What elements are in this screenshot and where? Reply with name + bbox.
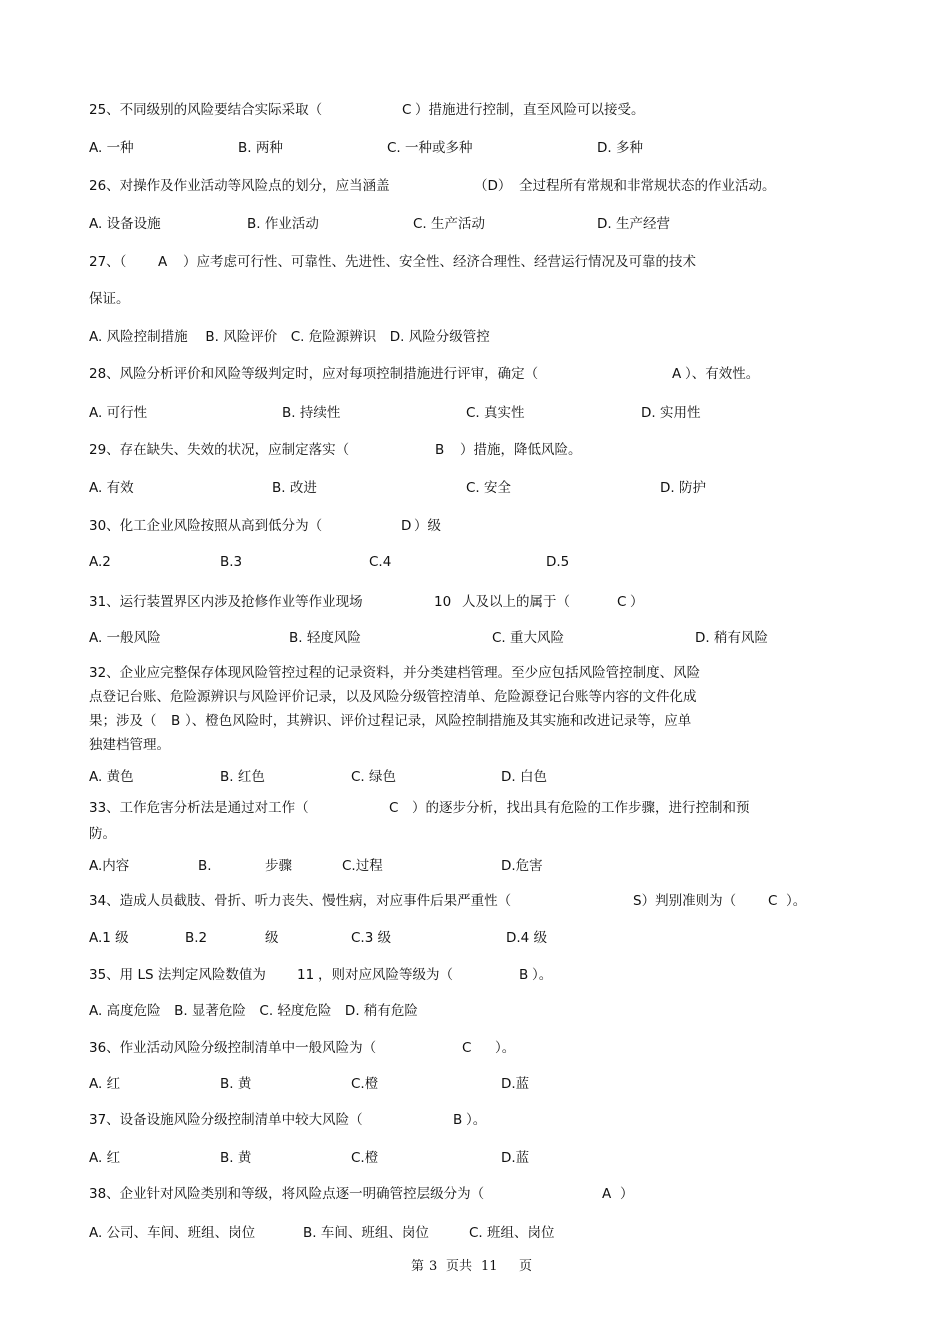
q33-stem-middle: ）的逐步分析，找出具有危险的工作步骤，进行控制和预 <box>412 800 750 816</box>
q32-answer: B <box>171 713 181 729</box>
q34-option-d: D.4 级 <box>506 930 548 946</box>
q29-option-b: B. 改进 <box>272 480 317 496</box>
q26-answer: （D） <box>474 178 512 194</box>
q38-answer: A <box>602 1186 612 1202</box>
q27-stem-start: 27、（ <box>89 254 127 270</box>
q37-stem-end: ）。 <box>466 1112 487 1128</box>
q25-answer: C <box>402 102 412 118</box>
q29-option-d: D. 防护 <box>660 480 706 496</box>
q31-stem-end: ） <box>630 594 644 610</box>
q37-stem-start: 37、设备设施风险分级控制清单中较大风险（ <box>89 1112 363 1128</box>
q26-stem-start: 26、对操作及作业活动等风险点的划分，应当涵盖 <box>89 178 390 194</box>
q38-option-c: C. 班组、岗位 <box>469 1225 555 1241</box>
q29-stem-start: 29、存在缺失、失效的状况，应制定落实（ <box>89 442 350 458</box>
q37-option-a: A. 红 <box>89 1150 121 1166</box>
q32-line-1: 32、企业应完整保存体现风险管控过程的记录资料，并分类建档管理。至少应包括风险管控制度、风险 <box>89 665 701 681</box>
q31-number: 10 <box>434 594 452 610</box>
q28-answer: A <box>672 366 682 382</box>
q35-stem-start: 35、用 LS 法判定风险数值为 <box>89 967 266 983</box>
q37-answer: B <box>453 1112 463 1128</box>
q38-stem-end: ） <box>620 1186 634 1202</box>
q36-option-d: D.蓝 <box>501 1076 530 1092</box>
q31-option-b: B. 轻度风险 <box>289 630 361 646</box>
q28-option-d: D. 实用性 <box>641 405 701 421</box>
q36-answer: C <box>462 1040 472 1056</box>
q33-option-d: D.危害 <box>501 858 543 874</box>
q26-option-a: A. 设备设施 <box>89 216 161 232</box>
footer-page-suffix: 页 <box>519 1259 533 1274</box>
q32-line-2: 点登记台账、危险源辨识与风险评价记录，以及风险分级管控清单、危险源登记台账等内容的文件化成 <box>89 689 697 705</box>
q34-option-b-letter: B.2 <box>185 930 208 946</box>
q25-stem-start: 25、不同级别的风险要结合实际采取（ <box>89 102 323 118</box>
q36-option-a: A. 红 <box>89 1076 121 1092</box>
q25-stem-end: ）措施进行控制，直至风险可以接受。 <box>415 102 645 118</box>
q34-option-c: C.3 级 <box>351 930 392 946</box>
q32-option-c: C. 绿色 <box>351 769 397 785</box>
q34-option-a: A.1 级 <box>89 930 129 946</box>
footer-total-pages: 11 <box>481 1259 498 1274</box>
q32-option-a: A. 黄色 <box>89 769 134 785</box>
q34-option-b-text: 级 <box>265 930 279 946</box>
q38-stem-start: 38、企业针对风险类别和等级，将风险点逐一明确管控层级分为（ <box>89 1186 485 1202</box>
q33-option-b-letter: B. <box>198 858 212 874</box>
q26-option-d: D. 生产经营 <box>597 216 670 232</box>
q38-option-a: A. 公司、车间、班组、岗位 <box>89 1225 256 1241</box>
q32-line-3-start: 果；涉及（ <box>89 713 157 729</box>
q33-answer: C <box>389 800 399 816</box>
q31-stem-middle: 人及以上的属于（ <box>462 594 570 610</box>
q33-stem-end: 防。 <box>89 826 116 842</box>
q36-option-b: B. 黄 <box>220 1076 252 1092</box>
q35-answer: B <box>519 967 529 983</box>
q28-option-a: A. 可行性 <box>89 405 148 421</box>
q27-answer: A <box>158 254 168 270</box>
q37-option-c: C.橙 <box>351 1150 379 1166</box>
q31-answer: C <box>617 594 627 610</box>
footer-page-mid: 页共 <box>446 1259 473 1274</box>
q33-option-a: A.内容 <box>89 858 130 874</box>
q26-option-c: C. 生产活动 <box>413 216 486 232</box>
q34-stem-middle: S）判别准则为（ <box>633 893 737 909</box>
q29-option-a: A. 有效 <box>89 480 134 496</box>
q36-stem-end: ）。 <box>495 1040 516 1056</box>
q36-stem-start: 36、作业活动风险分级控制清单中一般风险为（ <box>89 1040 377 1056</box>
q32-line-4: 独建档管理。 <box>89 737 170 753</box>
q26-option-b: B. 作业活动 <box>247 216 319 232</box>
q25-option-c: C. 一种或多种 <box>387 140 473 156</box>
q36-option-c: C.橙 <box>351 1076 379 1092</box>
q33-stem-start: 33、工作危害分析法是通过对工作（ <box>89 800 309 816</box>
q34-stem-start: 34、造成人员截肢、骨折、听力丧失、慢性病，对应事件后果严重性（ <box>89 893 512 909</box>
q38-option-b: B. 车间、班组、岗位 <box>303 1225 429 1241</box>
q28-option-b: B. 持续性 <box>282 405 341 421</box>
q32-line-3-end: ）、橙色风险时，其辨识、评价过程记录，风险控制措施及其实施和改进记录等，应单 <box>185 713 692 729</box>
q30-stem-end: ）级 <box>414 518 441 534</box>
q34-stem-end: ）。 <box>786 893 807 909</box>
q27-options: A. 风险控制措施 B. 风险评价 C. 危险源辨识 D. 风险分级管控 <box>89 329 490 345</box>
q29-stem-end: ）措施，降低风险。 <box>460 442 582 458</box>
q25-option-b: B. 两种 <box>238 140 283 156</box>
q30-answer: D <box>401 518 412 534</box>
q37-option-b: B. 黄 <box>220 1150 252 1166</box>
q31-option-c: C. 重大风险 <box>492 630 565 646</box>
q30-option-a: A.2 <box>89 554 111 570</box>
q32-option-b: B. 红色 <box>220 769 265 785</box>
q27-stem-middle: ）应考虑可行性、可靠性、先进性、安全性、经济合理性、经营运行情况及可靠的技术 <box>183 254 696 270</box>
q29-option-c: C. 安全 <box>466 480 512 496</box>
q35-stem-middle: ，则对应风险等级为（ <box>318 967 453 983</box>
q31-stem-start: 31、运行装置界区内涉及抢修作业等作业现场 <box>89 594 363 610</box>
q34-answer: C <box>768 893 778 909</box>
q33-option-c: C.过程 <box>342 858 383 874</box>
footer-page-number: 3 <box>429 1259 438 1274</box>
q33-option-b-text: 步骤 <box>265 858 292 874</box>
q35-stem-end: ）。 <box>532 967 553 983</box>
q30-option-c: C.4 <box>369 554 392 570</box>
q25-option-d: D. 多种 <box>597 140 643 156</box>
q27-stem-end: 保证。 <box>89 291 130 307</box>
q35-number: 11 <box>297 967 315 983</box>
q30-option-d: D.5 <box>546 554 570 570</box>
q37-option-d: D.蓝 <box>501 1150 530 1166</box>
q28-option-c: C. 真实性 <box>466 405 525 421</box>
q28-stem-start: 28、风险分析评价和风险等级判定时，应对每项控制措施进行评审，确定（ <box>89 366 539 382</box>
q30-option-b: B.3 <box>220 554 243 570</box>
q30-stem-start: 30、化工企业风险按照从高到低分为（ <box>89 518 323 534</box>
footer-page-prefix: 第 <box>411 1259 425 1274</box>
q35-options: A. 高度危险 B. 显著危险 C. 轻度危险 D. 稍有危险 <box>89 1003 418 1019</box>
q25-option-a: A. 一种 <box>89 140 134 156</box>
q26-stem-end: 全过程所有常规和非常规状态的作业活动。 <box>519 178 776 194</box>
q29-answer: B <box>435 442 445 458</box>
q28-stem-end: ）、有效性。 <box>685 366 760 382</box>
q31-option-a: A. 一般风险 <box>89 630 161 646</box>
q32-option-d: D. 白色 <box>501 769 547 785</box>
q31-option-d: D. 稍有风险 <box>695 630 768 646</box>
